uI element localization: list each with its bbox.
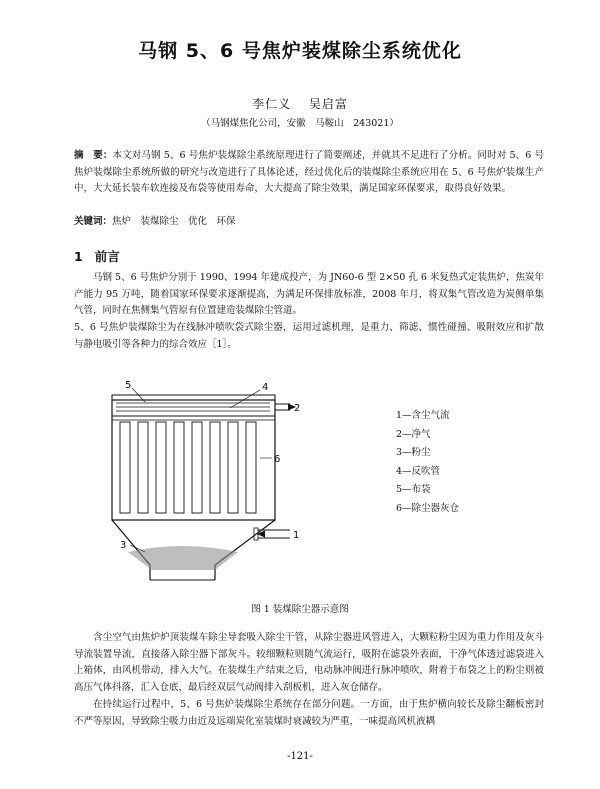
abstract-text: 本文对马钢 5、6 号焦炉装煤除尘系统原理进行了简要阐述，并就其不足进行了分析。同时对 5、6 号焦炉装煤除尘系统所做的研究与改造进行了具体论述，经过优化后的装煤除尘系统应用在 5、6 号焦炉装煤生产中，大大延长装车软连接及布袋等使用寿命，大大提高了除尘效果，满足国家环保要求，取得良好效果。 xyxy=(74,150,544,194)
figure-caption: 图 1 装煤除尘器示意图 xyxy=(251,604,349,615)
label-1: 1 xyxy=(293,530,300,541)
abstract xyxy=(74,148,544,198)
keywords-label: 关键词： xyxy=(74,216,113,227)
label-4: 4 xyxy=(262,382,269,393)
legend-item: 3—粉尘 xyxy=(396,447,431,458)
label-3: 3 xyxy=(120,540,127,551)
section-title: 前言 xyxy=(94,249,120,264)
label-6: 6 xyxy=(274,454,281,465)
blowback-pipes xyxy=(116,403,270,411)
keywords xyxy=(74,214,544,231)
intro-paragraph-1: 马钢 5、6 号焦炉分别于 1990、1994 年建成投产，为 JN60-6 型 2×50 孔 6 米复热式定装焦炉，焦炭年产能力 95 万吨，随着国家环保要求逐渐提高，为满足环保排放标准，2008 年月，将双集气管改造为炭侧单集气管，同时在焦侧集气管原有位置建造装煤除尘管道。 xyxy=(74,272,544,316)
body-paragraph-1: 含尘空气由焦炉炉顶装煤车除尘导套吸入除尘干管，从除尘器进风管进入，大颗粒粉尘因为重力作用及灰斗导流装置导流，直接落入除尘器下部灰斗。较细颗粒则随气流运行，吸附在滤袋外表面，干净气体透过滤袋进入上箱体，由风机带动，排入大气。在装煤生产结束之后，电动脉冲阀进行脉冲喷吹，附着于布袋之上的粉尘则被高压气体抖落，汇入仓底，最后经双层气动阀排入刮板机，进入灰仓储存。 xyxy=(74,632,544,693)
legend-item: 4—反吹管 xyxy=(396,465,441,477)
diagram-housing xyxy=(112,400,275,520)
paper-title: 马钢 5、6 号焦炉装煤除尘系统优化 xyxy=(138,40,462,62)
filter-bags xyxy=(120,422,256,513)
section-number: 1 xyxy=(74,249,83,264)
label-2: 2 xyxy=(294,403,300,414)
legend-item: 5—布袋 xyxy=(396,484,431,495)
keywords-text: 焦炉 装煤除尘 优化 环保 xyxy=(112,216,236,227)
dust-collector-diagram xyxy=(90,380,300,595)
page-number: -121- xyxy=(287,751,313,762)
section-heading xyxy=(74,247,132,265)
abstract-label: 摘 要： xyxy=(74,150,113,161)
body-paragraph-2: 在持续运行过程中，5、6 号焦炉装煤除尘系统存在部分问题。一方面，由于焦炉横向较长及除尘翻板密封不严等原因，导致除尘吸力由近及远端炭化室装煤时衰减较为严重，一味提高风机液耦 xyxy=(74,699,544,727)
affiliation: （马钢煤焦化公司，安徽 马鞍山 243021） xyxy=(201,118,399,129)
legend-item: 2—净气 xyxy=(396,428,431,440)
legend-item: 6—除尘器灰仓 xyxy=(396,502,460,514)
figure-legend xyxy=(396,407,459,518)
dust-pile xyxy=(128,546,238,570)
intro-paragraph-2: 5、6 号焦炉装煤除尘为在线脉冲喷吹袋式除尘器，运用过滤机理，是重力、筛滤、惯性碰撞、吸附效应和扩散与静电吸引等各种力的综合效应［1］。 xyxy=(74,322,544,350)
authors: 李仁义 吴启富 xyxy=(252,97,348,111)
legend-item: 1—含尘气流 xyxy=(396,410,450,421)
label-5: 5 xyxy=(125,380,132,391)
